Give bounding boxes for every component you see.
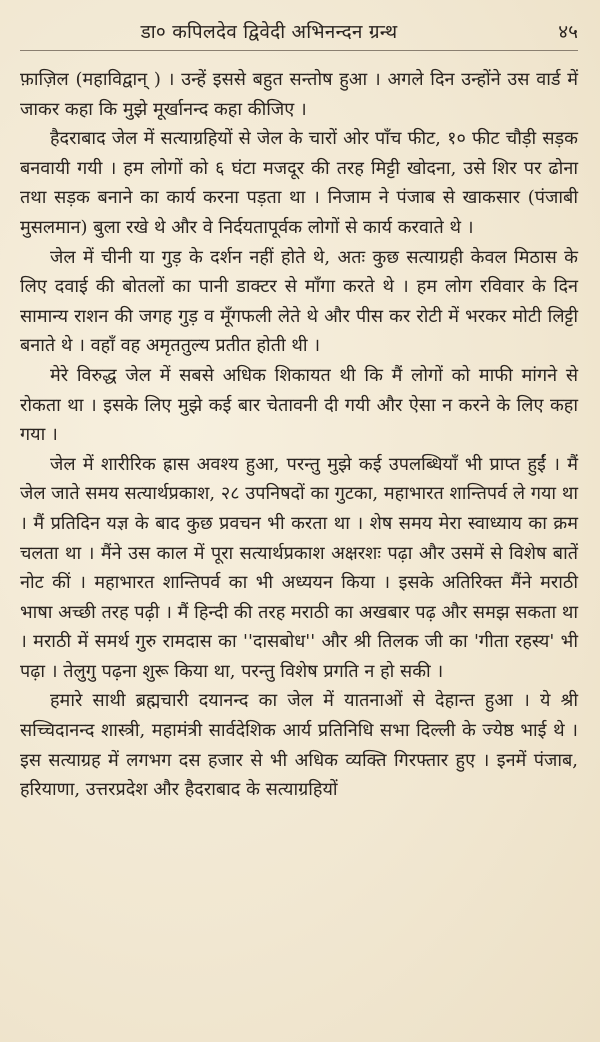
paragraph-continuation: फ़ाज़िल (महाविद्वान् ) । उन्हें इससे बहुत सन्तोष हुआ । अगले दिन उन्होंने उस वार्ड में जाकर कहा कि मुझे मूर्खानन्द कहा कीजिए । — [20, 69, 578, 120]
page-body — [20, 65, 578, 805]
paragraph: जेल में शारीरिक ह्रास अवश्य हुआ, परन्तु मुझे कई उपलब्धियाँ भी प्राप्त हुईं । मैं जेल जाते समय सत्यार्थप्रकाश, २८ उपनिषदों का गुटका, महाभारत शान्तिपर्व ले गया था । मैं प्रतिदिन यज्ञ के बाद कुछ प्रवचन भी करता था । शेष समय मेरा स्वाध्याय का क्रम चलता था । मैंने उस काल में पूरा सत्यार्थप्रकाश अक्षरशः पढ़ा और उसमें से विशेष बातें नोट कीं । महाभारत शान्तिपर्व का भी अध्ययन किया । इसके अतिरिक्त मैंने मराठी भाषा अच्छी तरह पढ़ी । मैं हिन्दी की तरह मराठी का अखबार पढ़ और समझ सकता था । मराठी में समर्थ गुरु रामदास का ''दासबोध'' और श्री तिलक जी का 'गीता रहस्य' भी पढ़ा । तेलुगु पढ़ना शुरू किया था, परन्तु विशेष प्रगति न हो सकी । — [20, 453, 578, 682]
paragraph: मेरे विरुद्ध जेल में सबसे अधिक शिकायत थी कि मैं लोगों को माफी मांगने से रोकता था । इसके लिए मुझे कई बार चेतावनी दी गयी और ऐसा न करने के लिए कहा गया । — [20, 364, 578, 446]
paragraph: हैदराबाद जेल में सत्याग्रहियों से जेल के चारों ओर पाँच फीट, १० फीट चौड़ी सड़क बनवायी गयी । हम लोगों को ६ घंटा मजदूर की तरह मिट्टी खोदना, उसे शिर पर ढोना तथा सड़क बनाने का कार्य करना पड़ता था । निजाम ने पंजाब से खाकसार (पंजाबी मुसलमान) बुला रखे थे और वे निर्दयतापूर्वक लोगों से कार्य करवाते थे । — [20, 128, 578, 238]
paragraph: हमारे साथी ब्रह्मचारी दयानन्द का जेल में यातनाओं से देहान्त हुआ । ये श्री सच्चिदानन्द शास्त्री, महामंत्री सार्वदेशिक आर्य प्रतिनिधि सभा दिल्ली के ज्येष्ठ भाई थे । इस सत्याग्रह में लगभग दस हजार से भी अधिक व्यक्ति गिरफ्तार हुए । इनमें पंजाब, हरियाणा, उत्तरप्रदेश और हैदराबाद के सत्याग्रहियों — [20, 690, 578, 801]
page-number: ४५ — [558, 21, 578, 43]
page-header — [20, 14, 578, 51]
running-title: डा० कपिलदेव द्विवेदी अभिनन्दन ग्रन्थ — [140, 21, 398, 43]
paragraph: जेल में चीनी या गुड़ के दर्शन नहीं होते थे, अतः कुछ सत्याग्रही केवल मिठास के लिए दवाई की बोतलों का पानी डाक्टर से माँगा करते थे । हम लोग रविवार के दिन सामान्य राशन की जगह गुड़ व मूँगफली लेते थे और पीस कर रोटी में भरकर मोटी लिट्टी बनाते थे । वहाँ वह अमृततुल्य प्रतीत होती थी । — [20, 246, 578, 357]
